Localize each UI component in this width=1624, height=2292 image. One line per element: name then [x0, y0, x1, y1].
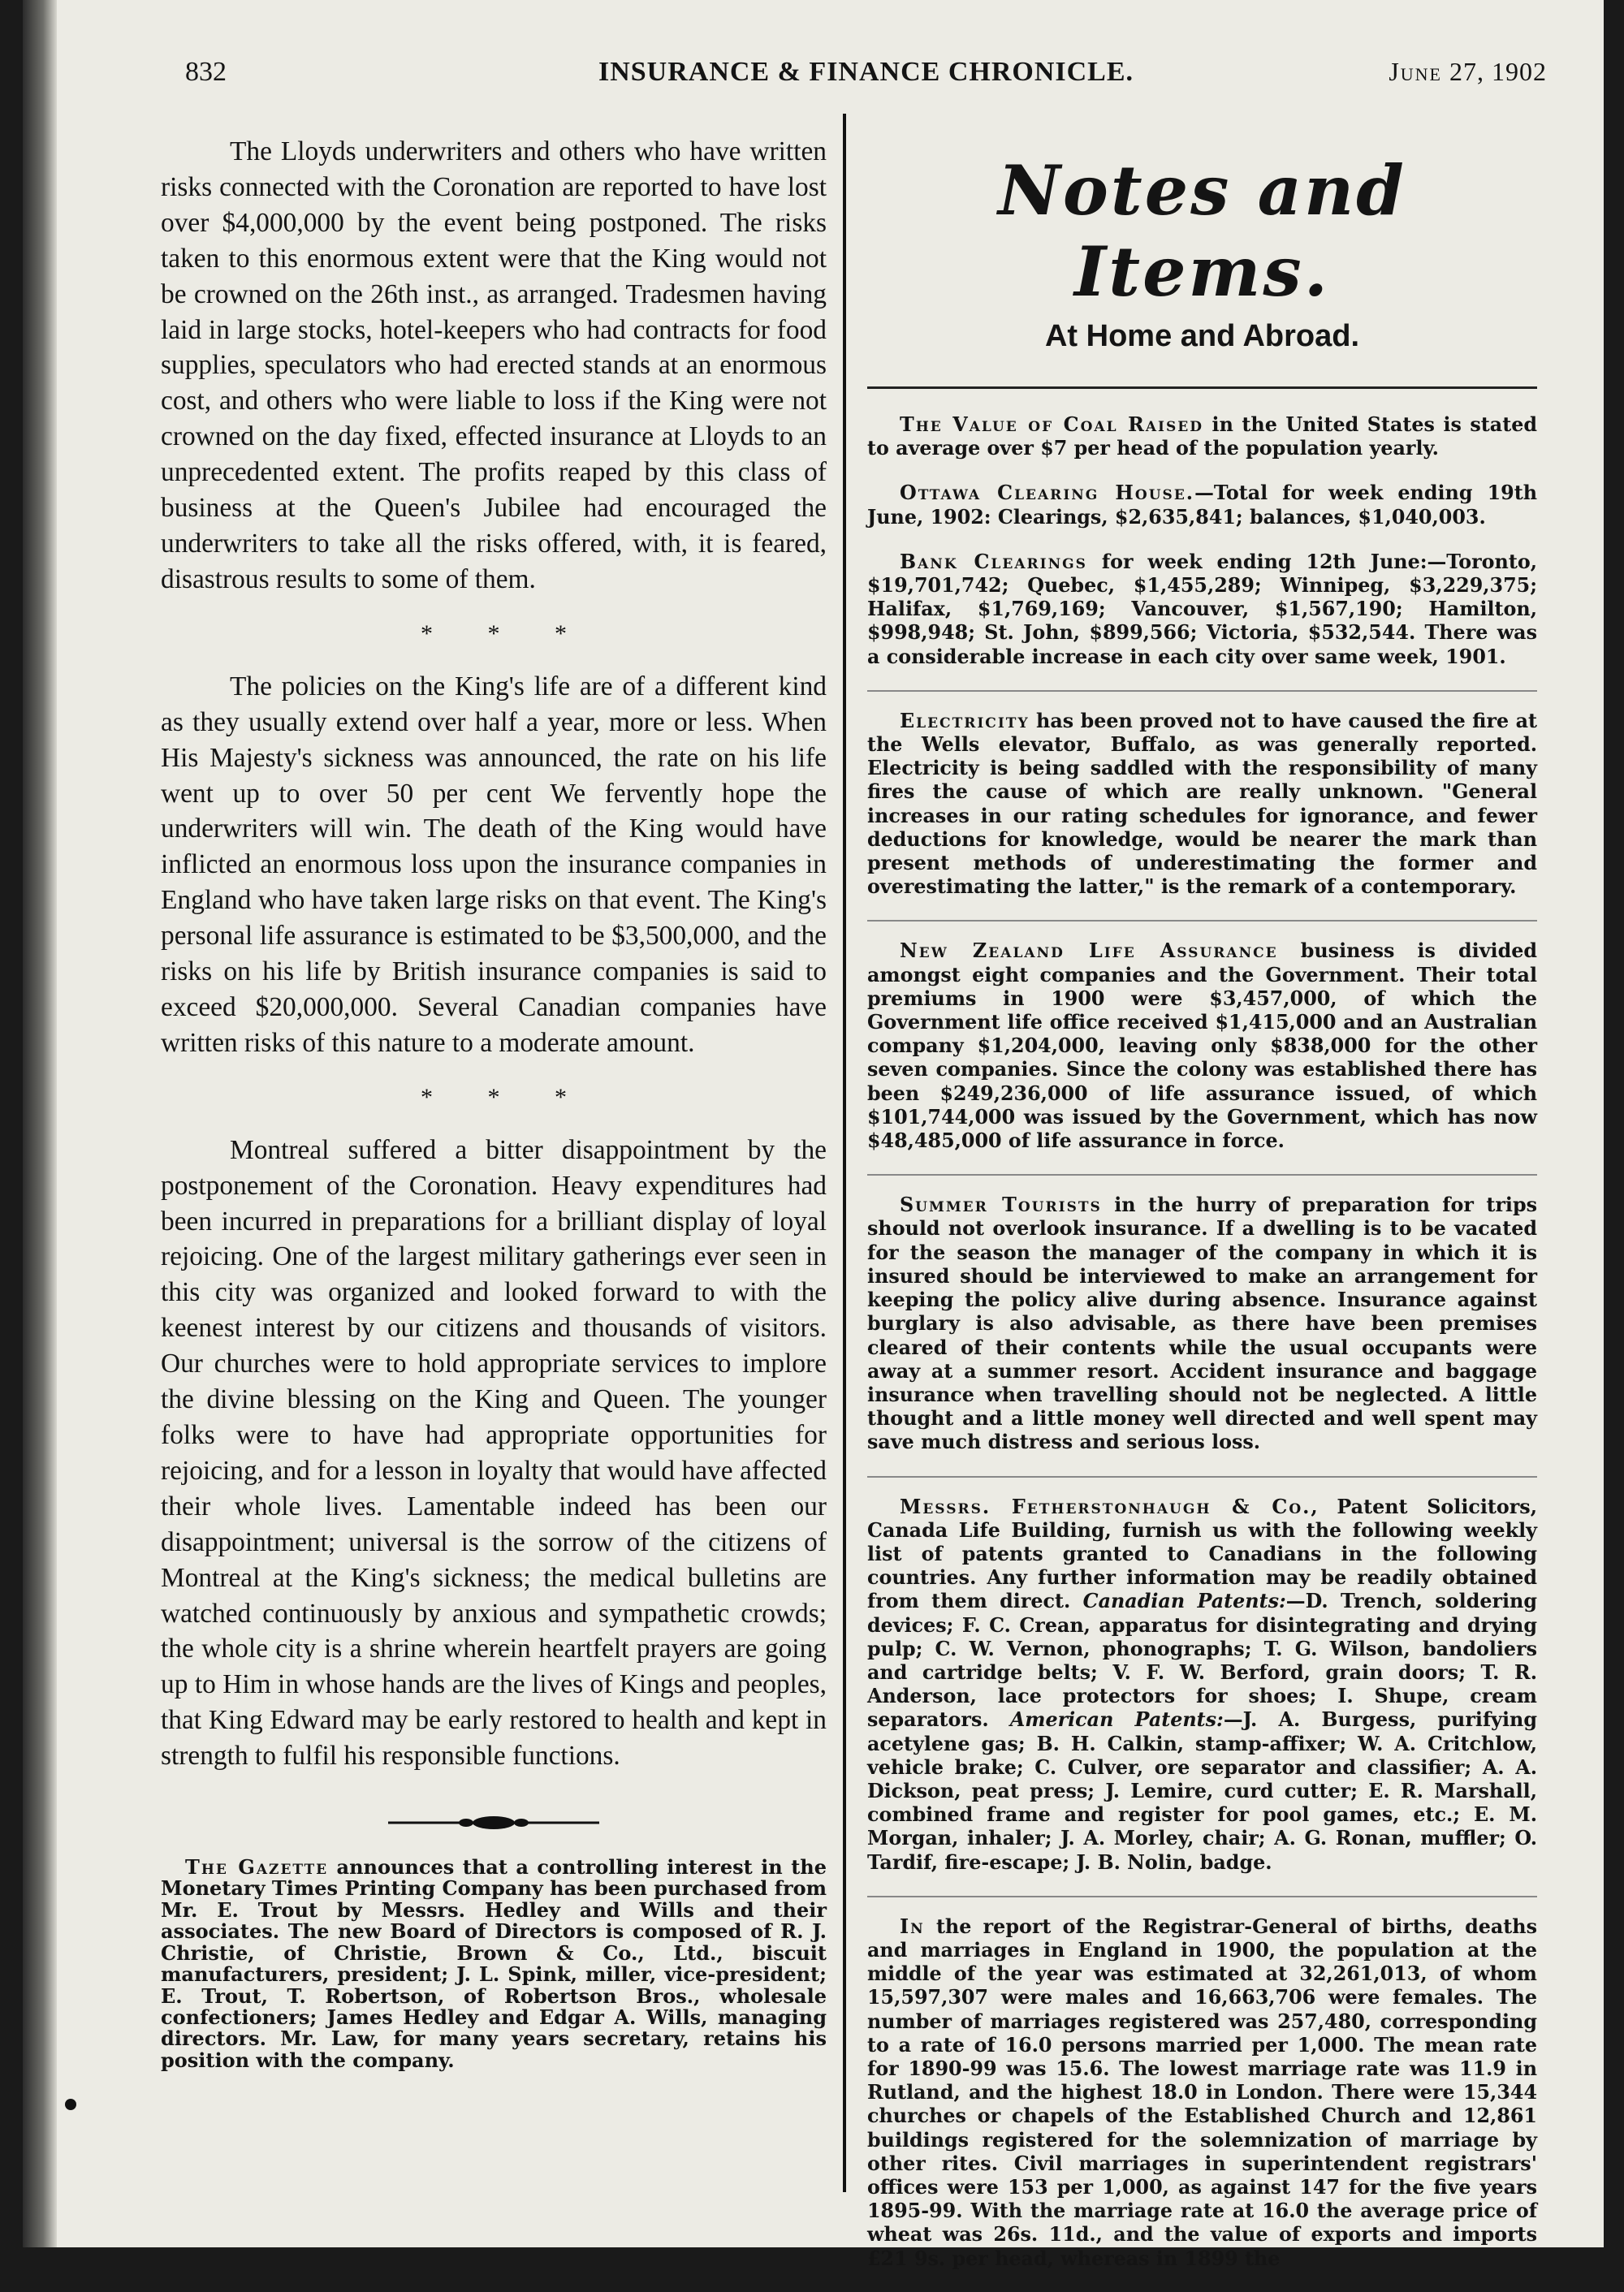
issue-date-month: June	[1389, 57, 1442, 86]
item-registrar-body: the report of the Registrar-General of births, deaths and marriages in England in 1900, the population at the middle of the year was estimated at 32,261,013, of whom 15,597,307 were males and 16,663,706 were females. The number of marriages registered was 257,480, corresponding to a rate of 16.0 persons married per 1,000. The mean rate for 1890-99 was 15.6. The lowest marriage rate was 11.9 in Rutland, and the highest 18.0 in London. There were 15,344 churches or chapels of the Established Church and 12,861 buildings registered for the solemnization of marriage by other rites. Civil marriages in superintendent registrars' offices were 153 per 1,000, as against 147 for the five years 1895-99. With the marriage rate at 16.0 the average price of wheat was 26s. 11d., and the value of exports and imports £21 9s. per head, whereas in 1899 the	[867, 1914, 1537, 2270]
item-separator	[867, 1174, 1537, 1176]
item-summer-tourists	[867, 1193, 1537, 1454]
gazette-body: announces that a controlling interest in the Monetary Times Printing Company has been purchased from Mr. E. Trout by Messrs. Hedley and Wills and their associates. The new Board of Directors is composed of R. J. Christie, of Christie, Brown & Co., Ltd., biscuit manufacturers, president; J. L. Spink, miller, vice-president; E. Trout, T. Robertson, of Robertson Bros., wholesale confectioners; James Hedley and Edgar A. Wills, managing directors. Mr. Law, for many years secretary, retains his position with the company.	[161, 1855, 827, 2072]
item-nz-lead: New Zealand Life Assurance	[900, 939, 1278, 963]
item-separator	[867, 690, 1537, 692]
gazette-lead: The Gazette	[185, 1855, 329, 1880]
american-patents-label: American Patents:	[1009, 1708, 1224, 1732]
item-separator	[867, 1476, 1537, 1478]
item-patents-body-1: , Patent Solicitors, Canada Life Building, furnish us with the following weekly list of patents granted to Canadians in the following countries. Any further information may be readily obtained from them direct.	[867, 1495, 1537, 1613]
page-number: 832	[185, 57, 227, 87]
item-elec-lead: Electricity	[900, 709, 1030, 732]
article-gazette	[161, 1857, 827, 2071]
section-stars: * * *	[421, 1083, 591, 1111]
item-ottawa	[867, 481, 1537, 529]
item-bank-lead: Bank Clearings	[900, 550, 1087, 573]
item-tourists-lead: Summer Tourists	[900, 1193, 1102, 1217]
item-registrar-general	[867, 1915, 1537, 2271]
item-coal	[867, 413, 1537, 460]
item-elec-body: has been proved not to have caused the fire at the Wells elevator, Buffalo, as was generally reported. Electricity is being saddled with the responsibility of many fires the cause of which are really unknown. "General increases in our rating schedules for ignorance, and fewer deductions for knowledge, would be nearer the mark than present methods of underestimating the former and overestimating the latter," is the remark of a contemporary.	[867, 709, 1537, 899]
page	[23, 0, 1604, 2270]
right-column	[867, 134, 1537, 2292]
item-new-zealand	[867, 939, 1537, 1153]
section-rule	[867, 386, 1537, 389]
ornamental-rule	[388, 1813, 599, 1832]
canadian-patents-label: Canadian Patents:	[1082, 1590, 1286, 1613]
article-lloyds: The Lloyds underwriters and others who have written risks connected with the Coronation are reported to have lost over $4,000,000 by the event being postponed. The risks taken to this enormous extent were that the King would not be crowned on the 26th inst., as arranged. Tradesmen having laid in large stocks, hotel-keepers who had contracts for food supplies, speculators who had erected stands at an enormous cost, and others who were liable to loss if the King were not crowned on the day fixed, effected insurance at Lloyds to an unprecedented extent. The profits reaped by this class of business at the Queen's Jubilee had encouraged the underwriters to take all the risks offered, with, it is feared, disastrous results to some of them.	[161, 136, 827, 594]
section-title: Notes and Items.	[998, 150, 1406, 312]
issue-date	[1389, 57, 1547, 87]
section-subtitle: At Home and Abroad.	[1044, 319, 1360, 353]
item-tourists-body: in the hurry of preparation for trips should not overlook insurance. If a dwelling is to be vacated for the season the manager of the company in which it is insured should be interviewed to make an arrangement for keeping the policy alive during absence. Insurance against burglary is also advisable, as there have been premises cleared of their contents while the usual occupants were away at a summer resort. Accident insurance and baggage insurance when travelling should not be neglected. A little thought and a little money well directed and well spent may save much distress and serious loss.	[867, 1193, 1537, 1454]
section-stars: * * *	[421, 619, 591, 647]
item-patents	[867, 1496, 1537, 1875]
item-electricity	[867, 710, 1537, 900]
item-separator	[867, 1896, 1537, 1897]
issue-date-rest: 27, 1902	[1442, 57, 1547, 86]
article-montreal: Montreal suffered a bitter disappointment by the postponement of the Coronation. Heavy expenditures had been incurred in preparations for a brilliant display of loyal rejoicing. One of the largest military gatherings ever seen in this city was organized and looked forward to with the keenest interest by our citizens and thousands of visitors. Our churches were to hold appropriate services to implore the divine blessing on the King and Queen. The younger folks were to have had appropriate opportunities for rejoicing, and for a lesson in loyalty that would have affected their whole lives. Lamentable indeed has been our disappointment; universal is the sorrow of the citizens of Montreal at the King's sickness; the medical bulletins are watched continuously by anxious and sympathetic crowds; the whole city is a shrine wherein heartfelt prayers are going up to Him in whose hands are the lives of Kings and peoples, that King Edward may be early restored to health and kept in strength to fulfil his responsible functions.	[161, 1134, 827, 1772]
binding-edge	[23, 0, 57, 2247]
item-coal-lead: The Value of Coal Raised	[900, 413, 1203, 436]
item-ottawa-body: —Total for week ending 19th June, 1902: Clearings, $2,635,841; balances, $1,040,003.	[867, 481, 1537, 529]
column-divider	[843, 114, 846, 2192]
item-bank-body: for week ending 12th June:—Toronto, $19,701,742; Quebec, $1,455,289; Winnipeg, $3,229,375; Halifax, $1,769,169; Vancouver, $1,567,190; Hamilton, $998,948; St. John, $899,566; Victoria, $532,544. There was a considerable increase in each city over same week, 1901.	[867, 550, 1537, 668]
item-nz-body: business is divided amongst eight companies and the Government. Their total premiums in 1900 were $3,457,000, of which the Government life office received $1,415,000 and an Australian company $1,204,000, leaving only $838,000 for the other seven companies. Since the colony was established there has been $249,236,000 of life assurance issued, of which $101,744,000 was issued by the Government, which has now $48,485,000 of life assurance in force.	[867, 939, 1537, 1153]
journal-title: INSURANCE & FINANCE CHRONICLE.	[598, 57, 1134, 87]
item-separator	[867, 920, 1537, 922]
item-patents-lead: Messrs. Fetherstonhaugh & Co.	[900, 1495, 1311, 1518]
item-patents-body-3: —J. A. Burgess, purifying acetylene gas; B. H. Calkin, stamp-affixer; W. A. Critchlow, vehicle brake; C. Culver, ore separator and classifier; A. A. Dickson, peat press; J. Lemire, curd cutter; E. R. Marshall, combined frame and register for pool games, etc.; E. M. Morgan, inhaler; J. A. Morley, chair; A. G. Ronan, muffler; O. Tardif, fire-escape; J. B. Nolin, badge.	[867, 1708, 1537, 1874]
item-coal-body: in the United States is stated to average over $7 per head of the population yearly.	[867, 413, 1537, 460]
left-column	[161, 134, 827, 2071]
item-registrar-lead: In	[900, 1914, 925, 1938]
item-bank-clearings	[867, 550, 1537, 669]
page-header	[185, 57, 1547, 106]
article-kings-life: The policies on the King's life are of a different kind as they usually extend over half a year, more or less. When His Majesty's sickness was announced, the rate on his life went up to over 50 per cent We fervently hope the underwriters will win. The death of the King would have inflicted an enormous loss upon the insurance companies in England who have taken large risks on that event. The King's personal life assurance is estimated to be $3,500,000, and the risks on his life by British insurance companies is said to exceed $20,000,000. Several Canadian companies have written risks of this nature to a moderate amount.	[161, 671, 827, 1058]
item-ottawa-lead: Ottawa Clearing House.	[900, 481, 1195, 505]
item-patents-body-2: —D. Trench, soldering devices; F. C. Crean, apparatus for disintegrating and drying pulp; C. W. Vernon, phonographs; T. G. Wilson, bandoliers and cartridge belts; V. F. W. Berford, grain doors; T. R. Anderson, lace protectors for shoes; I. Shupe, cream separators.	[867, 1590, 1537, 1732]
margin-dot	[65, 2099, 76, 2110]
